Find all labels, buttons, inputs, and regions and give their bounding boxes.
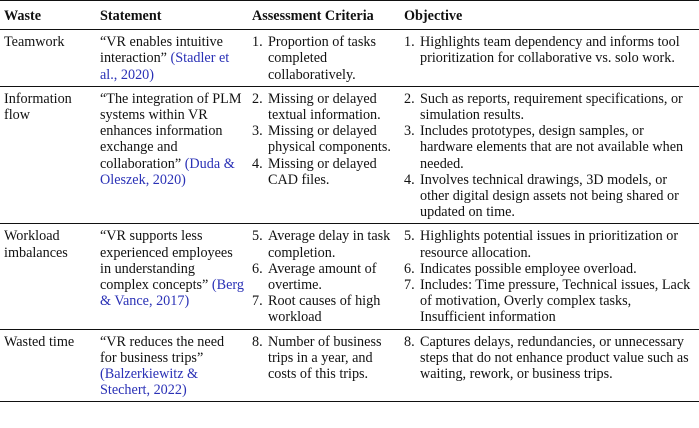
item-text: Highlights team dependency and informs tool prioritization for collaborative vs. solo work. — [420, 34, 680, 67]
objective-item — [404, 123, 695, 172]
item-text: Missing or delayed physical components. — [268, 123, 391, 156]
waste-cell: Wasted time — [0, 329, 90, 402]
criteria-item — [252, 123, 396, 155]
objective-cell — [400, 86, 699, 224]
citation-link[interactable]: (Balzerkiewitz & Stechert, 2022) — [100, 366, 199, 399]
objective-item — [404, 34, 695, 66]
citation-link[interactable]: (Duda & Oleszek, 2020) — [100, 155, 235, 188]
item-number: 3. — [252, 123, 263, 140]
statement-text: “VR enables intuitive interaction” — [100, 34, 223, 67]
table-header — [0, 1, 699, 30]
objective-item — [404, 261, 695, 277]
item-number: 3. — [404, 123, 415, 140]
objective-item — [404, 172, 695, 221]
objective-cell — [400, 329, 699, 402]
item-text: Involves technical drawings, 3D models, or other digital design assets not being shared or updated on time. — [420, 171, 679, 221]
statement-cell — [90, 224, 248, 329]
item-number: 1. — [252, 34, 263, 51]
table-row — [0, 329, 699, 402]
item-number: 8. — [252, 333, 263, 350]
header-criteria: Assessment Criteria — [248, 1, 400, 30]
objective-cell — [400, 224, 699, 329]
item-text: Root causes of high workload — [268, 293, 381, 326]
item-number: 5. — [252, 228, 263, 245]
item-number: 4. — [252, 155, 263, 172]
item-text: Average delay in task completion. — [268, 228, 391, 261]
item-text: Includes prototypes, design samples, or hardware elements that are not available when needed. — [420, 123, 684, 172]
item-text: Captures delays, redundancies, or unnecessary steps that do not enhance product value such as waiting, rework, or business trips. — [420, 333, 689, 383]
statement-cell — [90, 86, 248, 224]
item-number: 8. — [404, 333, 415, 350]
criteria-cell — [248, 224, 400, 329]
item-text: Average amount of overtime. — [268, 260, 377, 294]
statement-text: “The integration of PLM systems within VR enhances information exchange and collaboration” — [100, 90, 242, 172]
header-waste: Waste — [0, 1, 90, 30]
item-number: 2. — [404, 90, 415, 107]
header-statement: Statement — [90, 1, 248, 30]
criteria-cell — [248, 30, 400, 87]
objective-item — [404, 228, 695, 260]
item-text: Such as reports, requirement specifications, or simulation results. — [420, 90, 683, 124]
header-row — [0, 1, 699, 30]
citation-link[interactable]: (Berg & Vance, 2017) — [100, 277, 244, 310]
waste-cell: Information flow — [0, 86, 90, 224]
item-number: 4. — [404, 171, 415, 188]
item-text: Missing or delayed textual information. — [268, 90, 381, 124]
objective-item — [404, 277, 695, 326]
item-number: 7. — [404, 277, 415, 294]
item-text: Number of business trips in a year, and costs of this trips. — [268, 333, 382, 383]
table-body — [0, 30, 699, 402]
statement-cell — [90, 329, 248, 402]
item-text: Includes: Time pressure, Technical issues, Lack of motivation, Overly complex tasks, Insufficient information — [420, 277, 691, 326]
waste-cell: Teamwork — [0, 30, 90, 87]
item-text: Proportion of tasks completed collaboratively. — [268, 34, 376, 83]
criteria-cell — [248, 329, 400, 402]
criteria-item — [252, 156, 396, 188]
table-row — [0, 30, 699, 87]
criteria-item — [252, 261, 396, 293]
criteria-item — [252, 34, 396, 83]
statement-cell — [90, 30, 248, 87]
item-number: 6. — [252, 260, 263, 277]
objective-item — [404, 334, 695, 383]
item-number: 6. — [404, 260, 415, 277]
item-text: Missing or delayed CAD files. — [268, 155, 377, 188]
statement-text: “VR supports less experienced employees in understanding complex concepts” — [100, 228, 233, 294]
criteria-item — [252, 293, 396, 325]
statement-text: “VR reduces the need for business trips” — [100, 333, 225, 366]
item-text: Highlights potential issues in prioritization or resource allocation. — [420, 228, 679, 261]
item-number: 1. — [404, 34, 415, 51]
header-objective: Objective — [400, 1, 699, 30]
item-number: 2. — [252, 90, 263, 107]
item-number: 5. — [404, 228, 415, 245]
criteria-item — [252, 228, 396, 260]
item-number: 7. — [252, 293, 263, 310]
objective-item — [404, 91, 695, 123]
waste-cell: Workload imbalances — [0, 224, 90, 329]
criteria-item — [252, 334, 396, 383]
table-row — [0, 86, 699, 224]
objective-cell — [400, 30, 699, 87]
citation-link[interactable]: (Stadler et al., 2020) — [100, 50, 230, 83]
item-text: Indicates possible employee overload. — [420, 260, 637, 277]
criteria-cell — [248, 86, 400, 224]
criteria-item — [252, 91, 396, 123]
table-row — [0, 224, 699, 329]
